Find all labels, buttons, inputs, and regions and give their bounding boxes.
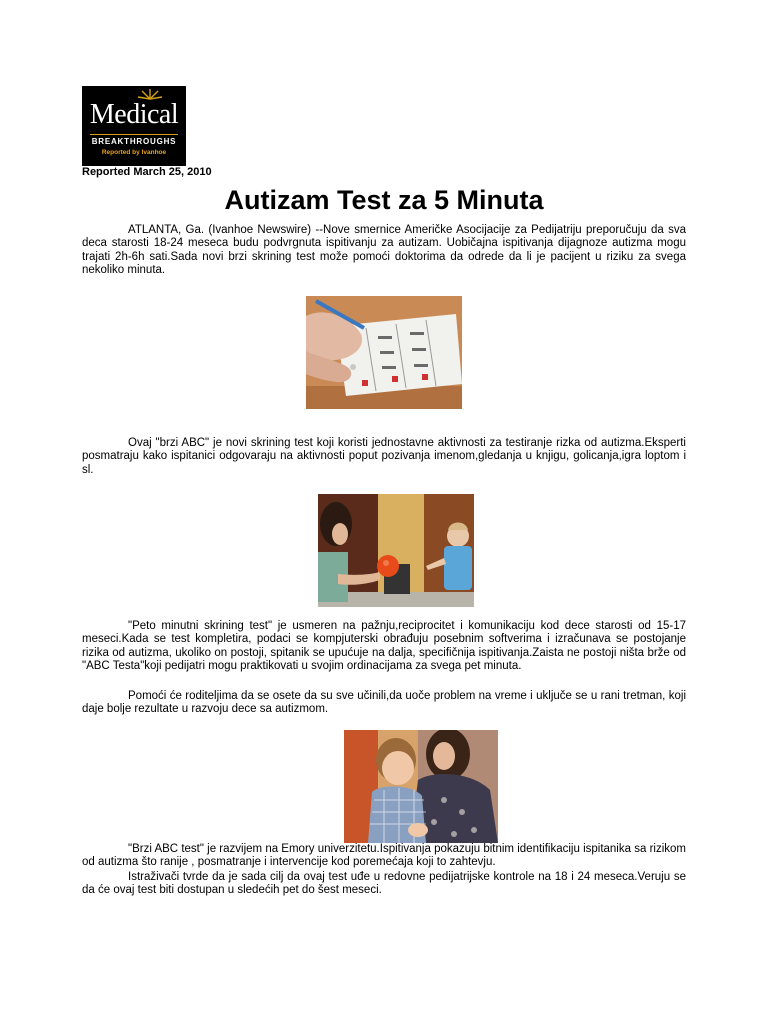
photo-mother-child [344, 730, 498, 843]
logo-subtitle: BREAKTHROUGHS [91, 137, 177, 146]
logo-title: Medical [89, 99, 179, 130]
paragraph-emory: "Brzi ABC test" je razvijem na Emory univerzitetu.Ispitivanja pokazuju bitnim identifikaciju ispitanika sa rizikom od autizma što ranije , posmatranje i intervencije kod poremećaja koji to zahtevju. [82, 843, 686, 869]
paragraph-five-minute-test: "Peto minutni skrining test" je usmeren na pažnju,reciprocitet i komunikaciju kod dece starosti od 15-17 meseci.Kada se test kompletira, podaci se kompjuterski obrađuju posebnim softverima i izračunava se postojanje rizika od autizma, ukoliko on postoji, spitanik se upućuje na dalja, specifičnija ispitivanja.Zaista ne postoji ništa brže od "ABC Testa"koji pedijatri mogu praktikovati u svojim ordinacijama za svega pet minuta. [82, 620, 686, 673]
reported-date: Reported March 25, 2010 [82, 166, 212, 178]
logo-tagline: Reported by Ivanhoe [101, 149, 167, 156]
paragraph-abc-test: Ovaj "brzi ABC" je novi skrining test koji koristi jednostavne aktivnosti za testiranje rizka od autizma.Eksperti posmatraju kako ispitanici odgovaraju na aktivnosti poput pozivanja imenom,gledanja u knjigu, golicanja,igra loptom i sl. [82, 437, 686, 476]
article-title: Autizam Test za 5 Minuta [224, 185, 544, 215]
logo-divider [90, 134, 178, 135]
photo-test-form [306, 296, 462, 409]
paragraph-parents: Pomoći će roditeljima da se osete da su sve učinili,da uoče problem na vreme i uključe se u rani tretman, koji daje bolje rezultate u razvoju dece sa autizmom. [82, 690, 686, 716]
paragraph-researchers: Istraživači tvrde da je sada cilj da ovaj test uđe u redovne pedijatrijske kontrole na 18 i 24 meseca.Veruju se da će ovaj test biti dostupan u sledećih pet do šest meseci. [82, 871, 686, 897]
paragraph-intro: ATLANTA, Ga. (Ivanhoe Newswire) --Nove smernice Američke Asocijacije za Pedijatriju preporučuju da sva deca starosti 18-24 meseca budu podvrgnuta ispitivanju za autizam. Uobičajna ispitivanja dijagnoze autizma mogu trajati 2h-6h sati.Sada novi brzi skrining test može pomoći doktorima da odrede da li je pacijent u riziku za svega nekoliko minuta. [82, 224, 686, 277]
medical-breakthroughs-logo [82, 86, 186, 166]
photo-ball-play [318, 494, 474, 607]
